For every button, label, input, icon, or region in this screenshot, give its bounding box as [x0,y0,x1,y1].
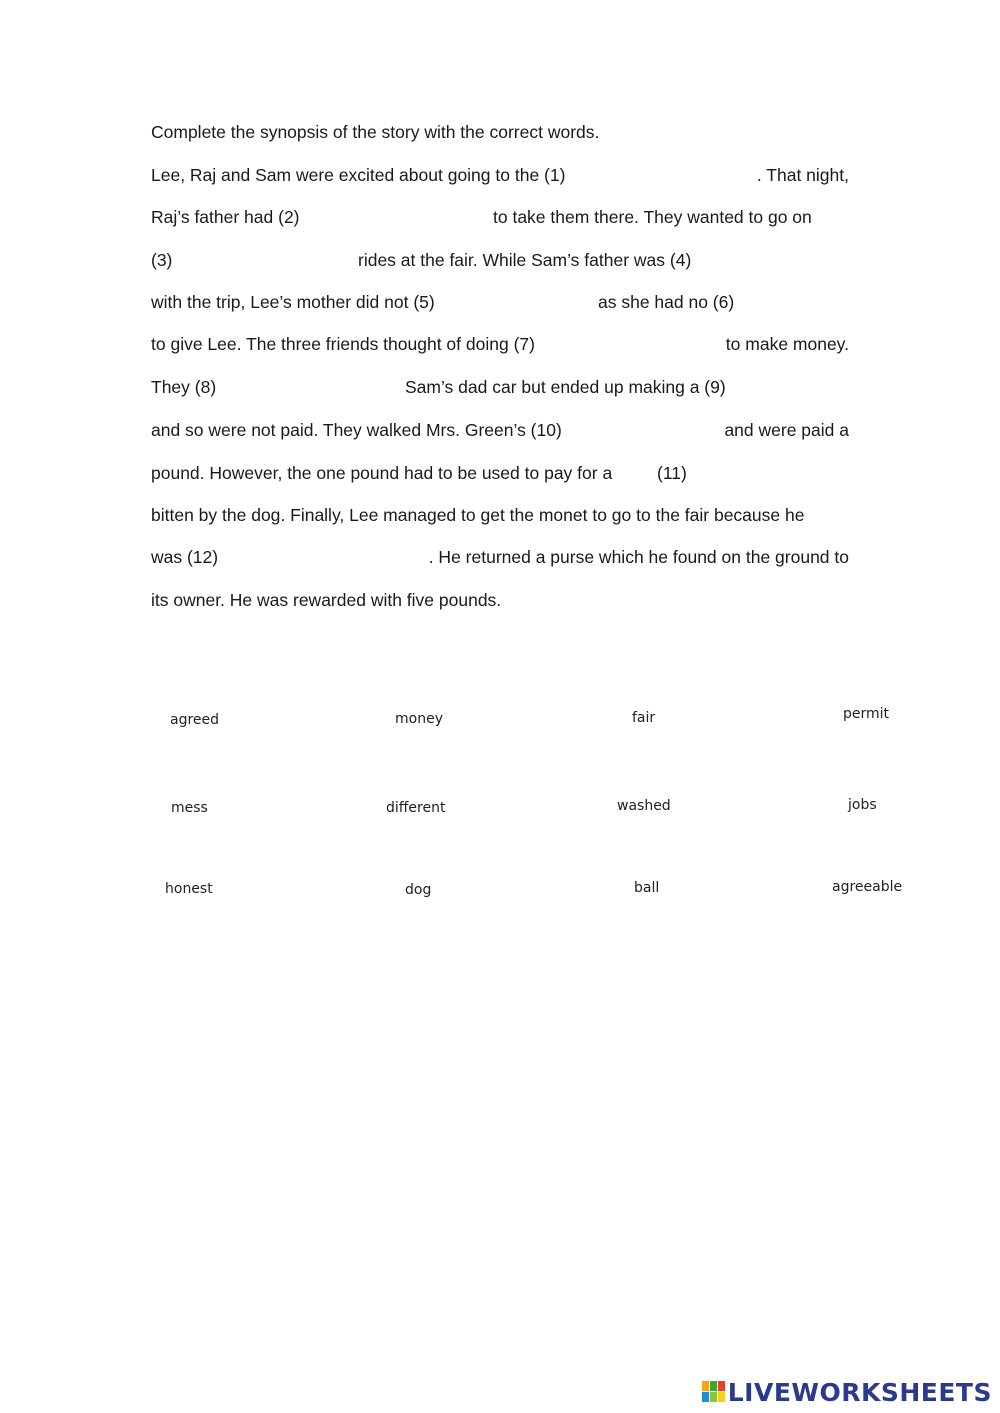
instruction-text: Complete the synopsis of the story with the correct words. [151,122,600,142]
word-bank-item: washed [617,798,671,814]
answer-12-input[interactable] [228,544,398,568]
synopsis-line-7-end: and were paid a [724,420,849,440]
synopsis-line-6-start: They (8) [151,377,217,397]
synopsis-line-10-end: . He returned a purse which he found on the ground to [428,547,849,567]
word-bank-item: money [395,711,443,727]
synopsis-line-10-start: was (12) [151,547,219,567]
answer-1-input[interactable] [600,162,745,186]
synopsis-line-1 [151,165,565,185]
liveworksheets-logo-text: LIVEWORKSHEETS [727,1377,992,1407]
synopsis-line-3-end: rides at the fair. While Sam’s father was (4) [358,250,692,270]
synopsis-line-9: bitten by the dog. Finally, Lee managed to get the monet to go to the fair because he [151,505,805,525]
synopsis-line-3-start: (3) [151,250,173,270]
answer-8-input[interactable] [226,374,398,398]
synopsis-line-5-start: to give Lee. The three friends thought of doing (7) [151,334,535,354]
synopsis-line-5-end: to make money. [725,334,849,354]
answer-6-input[interactable] [748,289,850,313]
synopsis-line-8-number: (11) [657,463,687,483]
answer-11-input[interactable] [695,460,850,484]
synopsis-line-4-start: with the trip, Lee’s mother did not (5) [151,292,435,312]
synopsis-line-2-end: to take them there. They wanted to go on [493,207,812,227]
answer-5-input[interactable] [457,289,592,313]
answer-2-input[interactable] [315,204,487,228]
word-bank-item: ball [634,880,660,896]
word-bank-item: dog [405,882,432,898]
synopsis-line-8-start: pound. However, the one pound had to be used to pay for a [151,463,613,483]
synopsis-line-11: its owner. He was rewarded with five pounds. [151,590,502,610]
word-bank-item: agreed [170,712,220,728]
synopsis-line-7-start: and so were not paid. They walked Mrs. Green’s (10) [151,420,562,440]
synopsis-line-2-start: Raj’s father had (2) [151,207,300,227]
synopsis-line-1-start: Lee, Raj and Sam were excited about going to the (1) [151,165,566,185]
liveworksheets-logo [702,1379,992,1405]
word-bank-item: different [386,800,446,816]
answer-10-input[interactable] [596,417,710,441]
word-bank-item: fair [632,710,656,726]
answer-4-input[interactable] [718,247,850,271]
word-bank-item: mess [171,800,208,816]
answer-7-input[interactable] [571,331,711,355]
answer-9-input[interactable] [750,374,850,398]
synopsis-line-4-end: as she had no (6) [598,292,735,312]
answer-3-input[interactable] [180,247,352,271]
word-bank-item: permit [843,706,890,722]
word-bank-item: jobs [848,797,877,813]
word-bank-item: agreeable [832,879,903,895]
synopsis-line-6-end: Sam’s dad car but ended up making a (9) [405,377,726,397]
synopsis-line-1-end: . That night, [756,165,849,185]
liveworksheets-logo-icon [702,1381,726,1403]
word-bank-item: honest [165,881,213,897]
